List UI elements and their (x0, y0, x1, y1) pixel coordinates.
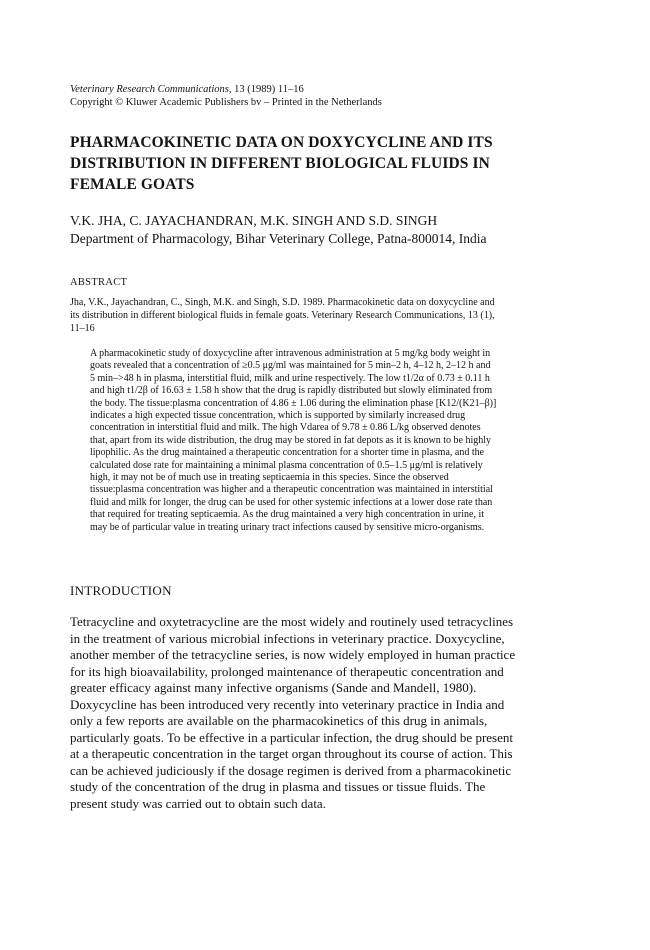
abstract-line: lipophilic. As the drug maintained a therapeutic concentration for a shorter time in plasma, and the (90, 447, 485, 459)
introduction-line: only a few reports are available on the pharmacokinetics of this drug in animals, (70, 713, 488, 729)
title-line: PHARMACOKINETIC DATA ON DOXYCYCLINE AND ITS (70, 134, 493, 151)
introduction-line: can be achieved judiciously if the dosage regimen is derived from a pharmacokinetic (70, 762, 512, 778)
copyright-notice: Copyright © Kluwer Academic Publishers bv – Printed in the Netherlands (70, 97, 382, 108)
citation-line: 11–16 (70, 323, 95, 334)
author-affiliation: Department of Pharmacology, Bihar Veterinary College, Patna-800014, India (70, 231, 487, 246)
title-line: DISTRIBUTION IN DIFFERENT BIOLOGICAL FLUIDS IN (70, 155, 490, 172)
abstract-heading: ABSTRACT (70, 277, 128, 288)
journal-name: Veterinary Research Communications, (70, 84, 232, 95)
abstract-line: high, it may not be of much use in treating septicaemia in this species. Since the observed (90, 472, 449, 484)
abstract-body (90, 348, 582, 534)
introduction-heading: INTRODUCTION (70, 583, 172, 598)
abstract-line: tissue:plasma concentration was higher and a therapeutic concentration was maintained in interstitial (90, 484, 493, 496)
abstract-line: 5 min–>48 h in plasma, interstitial fluid, milk and urine respectively. The low t1/2α of 0.73 ± 0.11 h (90, 372, 490, 384)
journal-citation-line (70, 83, 304, 96)
abstract-line: that, apart from its wide distribution, the drug may be stored in fat depots as it is known to be highly (90, 434, 492, 446)
abstract-line: fluid and milk for longer, the drug can be used for other systemic infections at a lower dose rate than (90, 496, 493, 508)
citation-line: its distribution in different biological fluids in female goats. Veterinary Research Communications, 13 (1), (70, 310, 495, 321)
introduction-line: another member of the tetracycline series, is now widely employed in human practice (70, 647, 516, 663)
introduction-line: Doxycycline has been introduced very recently into veterinary practice in India and (70, 696, 505, 712)
abstract-line: calculated dose rate for maintaining a minimal plasma concentration of 0.5–1.5 μg/ml is relatively (90, 459, 483, 471)
introduction-line: in the treatment of various microbial infections in veterinary practice. Doxycycline, (70, 630, 505, 646)
article-title (70, 132, 590, 195)
introduction-line: greater efficacy against many infective organisms (Sande and Mandell, 1980). (70, 680, 477, 696)
author-list: V.K. JHA, C. JAYACHANDRAN, M.K. SINGH AND S.D. SINGH (70, 213, 438, 228)
abstract-line: A pharmacokinetic study of doxycycline after intravenous administration at 5 mg/kg body weight in (90, 348, 491, 359)
introduction-body (70, 614, 590, 813)
introduction-line: at a therapeutic concentration in the target organ throughout its course of action. This (70, 746, 513, 762)
abstract-line: indicates a high expected tissue concentration, which is supported by similarly increased drug (90, 410, 466, 422)
abstract-line: goats revealed that a concentration of ≥0.5 μg/ml was maintained for 5 min–2 h, 4–12 h, 2–12 h and (90, 360, 491, 372)
abstract-line: may be of particular value in treating urinary tract infections caused by sensitive micro-organisms. (90, 521, 485, 533)
introduction-line: for its high bioavailability, prolonged maintenance of therapeutic concentration and (70, 663, 504, 679)
citation-line: Jha, V.K., Jayachandran, C., Singh, M.K. and Singh, S.D. 1989. Pharmacokinetic data on doxycycline and (70, 297, 495, 308)
title-line: FEMALE GOATS (70, 176, 195, 193)
introduction-line: particularly goats. To be effective in a particular infection, the drug should be present (70, 729, 513, 745)
introduction-line: study of the concentration of the drug in plasma and tissues or tissue fluids. The (70, 779, 486, 795)
abstract-line: concentration in interstitial fluid and milk. The high Vdarea of 9.78 ± 0.86 L/kg observed denotes (90, 422, 481, 434)
introduction-line: Tetracycline and oxytetracycline are the most widely and routinely used tetracyclines (70, 614, 514, 629)
abstract-citation (70, 296, 580, 335)
abstract-line: that required for treating septicaemia. As the drug maintained a very high concentration in urine, it (90, 509, 485, 521)
abstract-line: the body. The tissue:plasma concentration of 4.86 ± 1.06 during the elimination phase [K12/(K21–β)] (90, 397, 497, 409)
abstract-line: and high t1/2β of 16.63 ± 1.58 h show that the drug is rapidly distributed but slowly eliminated from (90, 385, 493, 397)
introduction-line: present study was carried out to obtain such data. (70, 796, 326, 812)
journal-issue: 13 (1989) 11–16 (231, 84, 304, 95)
